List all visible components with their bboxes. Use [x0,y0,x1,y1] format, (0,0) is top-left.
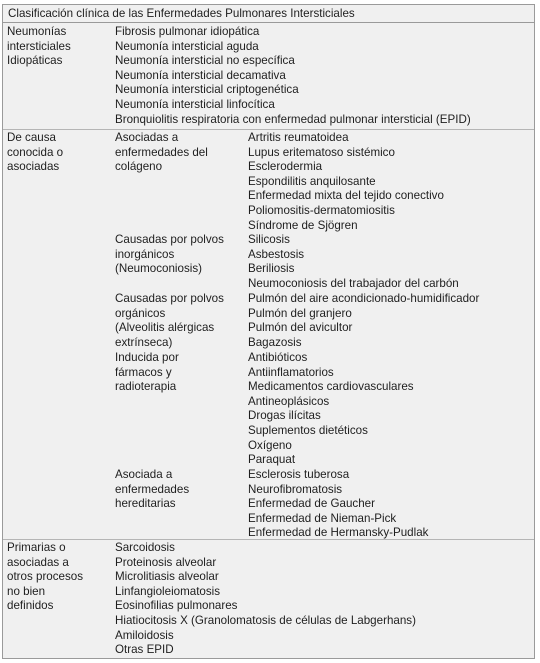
group-label-line: Asociada a [115,468,173,481]
group-label-line: Inducida por [115,351,179,364]
section-known-cause [3,129,534,540]
group-label-line: fármacos y [115,365,172,379]
group-label [115,131,247,175]
category-label [7,541,107,614]
category-line: definidos [7,599,54,613]
group-label [115,351,247,395]
category-line: Primarias o [7,541,66,554]
group-label [115,292,247,350]
group-label-line: colágeno [115,160,163,174]
group-label-line: orgánicos [115,306,166,320]
list-item: Esclerodermia [248,160,323,174]
category-line: intersticiales [7,39,71,53]
list-item: Neurofibromatosis [248,482,343,496]
group-items [248,292,479,350]
list-item: Beriliosis [248,262,295,276]
list-item: Bagazosis [248,335,302,349]
category-line: conocida o [7,145,64,159]
group-label-line: Causadas por polvos [115,292,224,305]
list-item: Linfangioleiomatosis [115,584,221,598]
list-item: Esclerosis tuberosa [248,468,350,481]
category-line: otros procesos [7,570,84,584]
group-label-line: hereditarias [115,497,176,511]
list-item: Fibrosis pulmonar idiopática [115,25,260,38]
classification-table [2,4,535,659]
group-label [115,233,247,277]
list-item: Pulmón del aire acondicionado-humidificador [248,292,480,305]
category-line: asociadas a [7,555,69,569]
group-label-line: (Alveolitis alérgicas [115,321,215,335]
list-item: Antineoplásicos [248,394,330,408]
list-item: Neumonía intersticial decamativa [115,68,286,82]
list-item: Pulmón del avicultor [248,321,353,335]
list-item: Microlitiasis alveolar [115,570,219,584]
item-list [115,541,416,658]
list-item: Asbestosis [248,247,305,261]
list-item: Paraquat [248,453,296,467]
list-item: Neumonía intersticial no específica [115,54,295,68]
group-label [115,468,247,512]
group-items [248,468,428,541]
list-item: Enfermedad de Hermansky-Pudlak [248,526,429,540]
list-item: Hiatiocitosis X (Granolomatosis de células de Labgerhans) [115,613,416,627]
list-item: Bronquiolitis respiratoria con enfermedad pulmonar intersticial (EPID) [115,112,471,126]
list-item: Poliomositis-dermatomiositis [248,203,395,217]
group-label-line: enfermedades [115,482,190,496]
group-label-line: enfermedades del [115,145,208,159]
category-line: Idiopáticas [7,54,63,68]
list-item: Drogas ilícitas [248,409,321,423]
section-idiopathic [3,23,534,130]
list-item: Amiloidosis [115,628,174,642]
category-line: no bien [7,584,46,598]
list-item: Neumoconiosis del trabajador del carbón [248,276,459,290]
category-line: asociadas [7,160,60,174]
list-item: Silicosis [248,233,290,246]
category-line: Neumonías [7,25,67,38]
list-item: Eosinofilias pulmonares [115,599,238,613]
group-label-line: (Neumoconiosis) [115,262,202,276]
list-item: Neumonía intersticial aguda [115,39,259,53]
group-items [248,131,444,233]
list-item: Sarcoidosis [115,541,175,554]
list-item: Neumonía intersticial linfocítica [115,97,275,111]
category-label [7,25,107,69]
group-label-line: extrínseca) [115,335,173,349]
list-item: Enfermedad mixta del tejido conectivo [248,189,444,203]
list-item: Medicamentos cardiovasculares [248,380,414,394]
list-item: Síndrome de Sjögren [248,218,358,232]
group-label-line: Asociadas a [115,131,179,144]
group-label-line: Causadas por polvos [115,233,224,246]
list-item: Enfermedad de Gaucher [248,497,375,511]
list-item: Otras EPID [115,643,174,657]
list-item: Suplementos dietéticos [248,423,368,437]
list-item: Pulmón del granjero [248,306,352,320]
list-item: Oxígeno [248,438,292,452]
list-item: Lupus eritematoso sistémico [248,145,395,159]
list-item: Neumonía intersticial criptogenética [115,83,299,97]
table-title: Clasificación clínica de las Enfermedades Pulmonares Intersticiales [3,5,534,23]
list-item: Espondilitis anquilosante [248,174,376,188]
group-items [248,351,414,468]
list-item: Artritis reumatoidea [248,131,349,144]
list-item: Enfermedad de Nieman-Pick [248,511,397,525]
list-item: Antibióticos [248,351,308,364]
group-label-line: inorgánicos [115,247,175,261]
group-items [248,233,459,291]
item-list [115,25,471,127]
group-label-line: radioterapia [115,380,177,394]
section-primary [3,539,534,659]
list-item: Antiinflamatorios [248,365,334,379]
category-line: De causa [7,131,56,144]
list-item: Proteinosis alveolar [115,555,217,569]
category-label [7,131,107,175]
